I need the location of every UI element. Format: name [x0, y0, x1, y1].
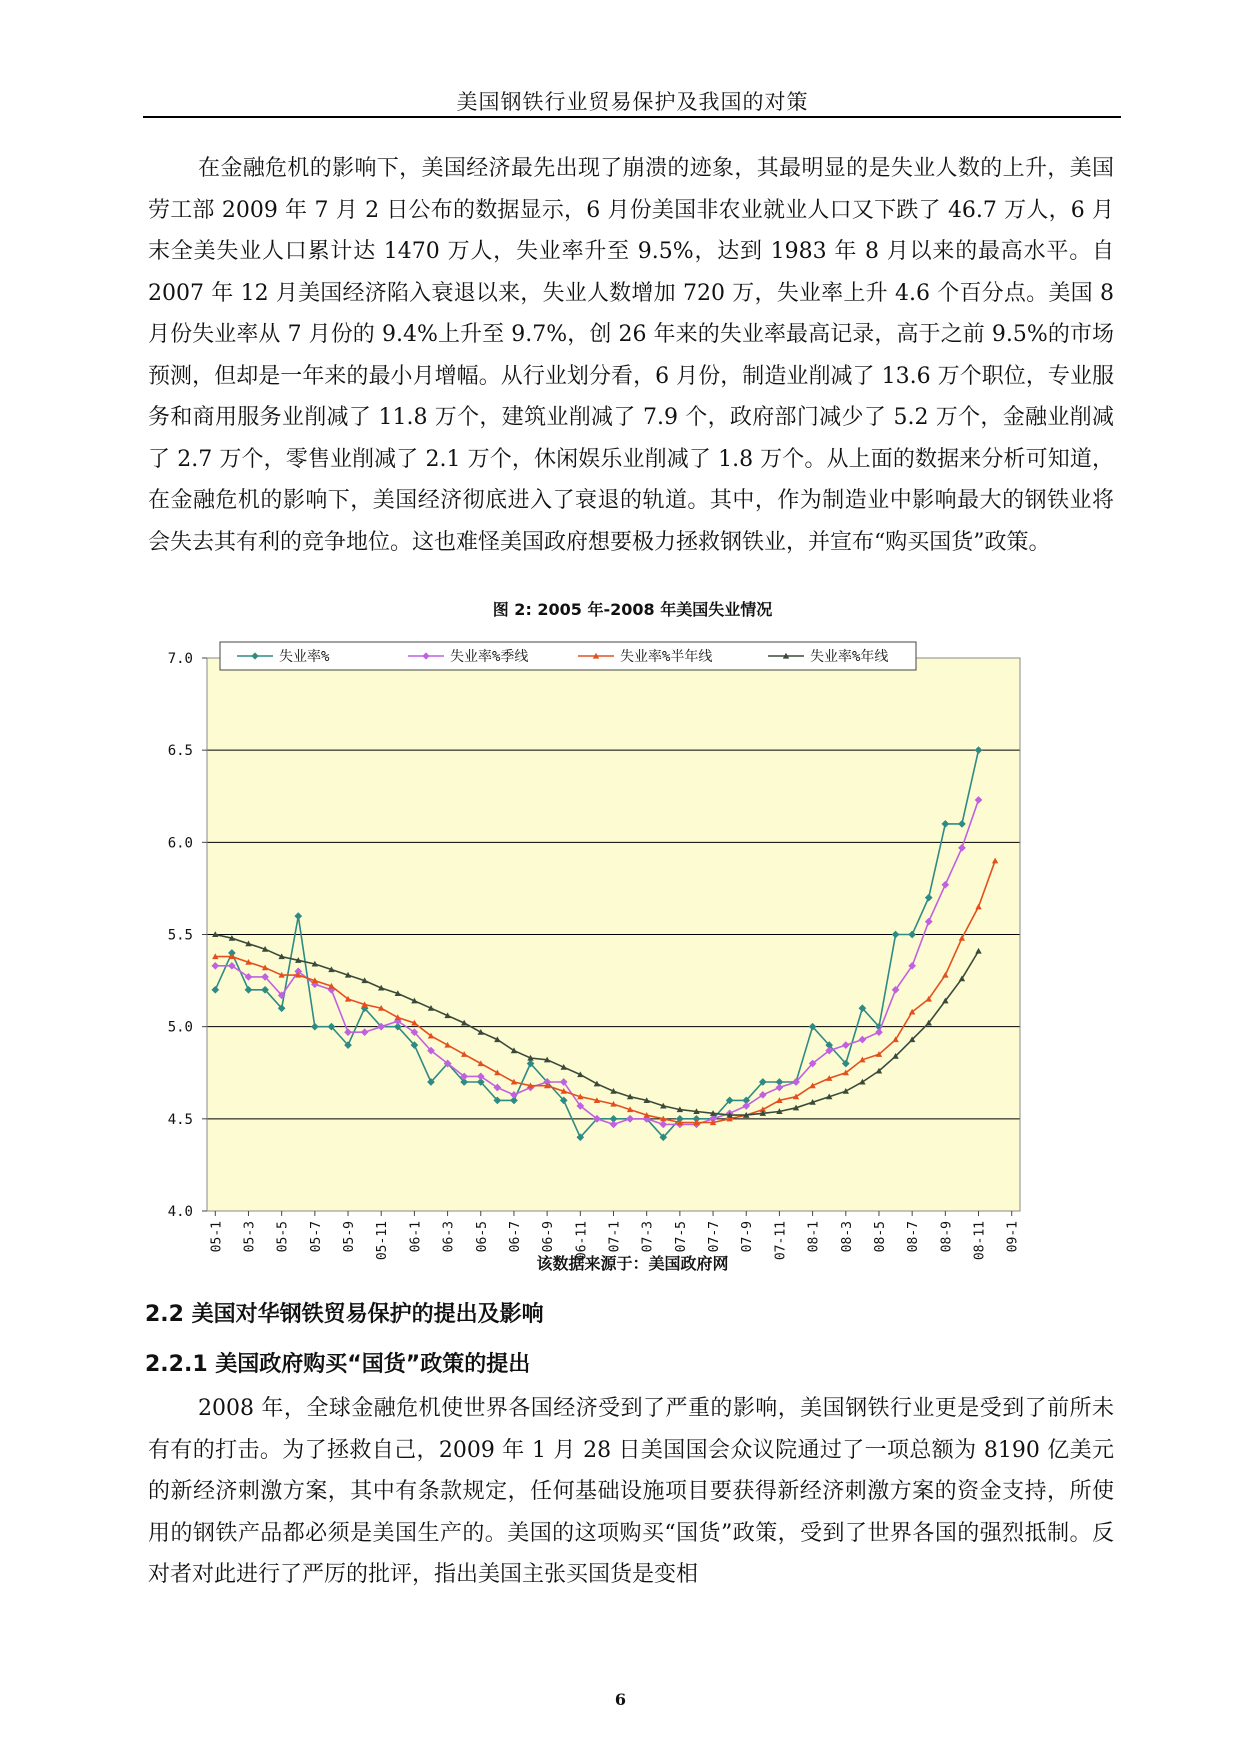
x-tick-label: 06-3	[441, 1221, 457, 1253]
x-tick-label: 06-7	[507, 1221, 523, 1253]
section-heading-2-2-1: 2.2.1 美国政府购买“国货”政策的提出	[145, 1352, 531, 1377]
x-tick-label: 07-7	[707, 1221, 723, 1253]
section-heading-2-2: 2.2 美国对华钢铁贸易保护的提出及影响	[145, 1302, 544, 1327]
running-header: 美国钢铁行业贸易保护及我国的对策	[456, 90, 809, 114]
x-tick-label: 05-3	[242, 1221, 258, 1253]
legend-label: 失业率%季线	[450, 649, 529, 665]
page-number: 6	[614, 1690, 627, 1709]
legend	[220, 642, 916, 670]
x-tick-label: 08-11	[972, 1221, 988, 1261]
x-tick-label: 08-3	[839, 1221, 855, 1253]
x-tick-label: 05-11	[375, 1221, 391, 1261]
x-tick-label: 05-7	[308, 1221, 324, 1253]
x-tick-label: 07-3	[640, 1221, 656, 1253]
x-tick-label: 07-5	[673, 1221, 689, 1253]
x-tick-label: 08-9	[939, 1221, 955, 1253]
x-tick-label: 08-1	[806, 1221, 822, 1253]
header-rule	[143, 116, 1121, 118]
x-tick-label: 06-1	[408, 1221, 424, 1253]
y-tick-label: 7.0	[167, 651, 193, 667]
x-tick-label: 06-5	[474, 1221, 490, 1253]
figure-source: 该数据来源于：美国政府网	[536, 1254, 729, 1273]
x-tick-label: 07-9	[740, 1221, 756, 1253]
y-tick-label: 6.5	[167, 743, 193, 760]
x-tick-label: 07-1	[607, 1221, 623, 1253]
x-tick-label: 05-5	[275, 1221, 291, 1253]
body-paragraph-2: 2008 年，全球金融危机使世界各国经济受到了严重的影响，美国钢铁行业更是受到了前所未有有的打击。为了拯救自己，2009 年 1 月 28 日美国国会众议院通过了一项总额为 8190 亿美元的新经济刺激方案，其中有条款规定，任何基础设施项目要获得新经济刺激方案的资金支持，所使用的钢铁产品都必须是美国生产的。美国的这项购买“国货”政策，受到了世界各国的强烈抵制。反对者对此进行了严厉的批评，指出美国主张买国货是变相	[148, 1396, 1114, 1587]
legend-label: 失业率%	[279, 649, 330, 665]
x-tick-label: 08-7	[906, 1221, 922, 1253]
figure-caption: 图 2: 2005 年-2008 年美国失业情况	[492, 600, 773, 619]
unemployment-line-chart	[140, 630, 1100, 1261]
y-tick-label: 5.0	[167, 1019, 193, 1036]
y-tick-label: 4.0	[167, 1204, 193, 1220]
x-tick-label: 05-1	[209, 1221, 225, 1253]
x-tick-label: 06-11	[574, 1221, 590, 1261]
x-tick-label: 06-9	[541, 1221, 557, 1253]
x-tick-label: 08-5	[872, 1221, 888, 1253]
x-tick-label: 07-11	[773, 1221, 789, 1261]
x-tick-label: 05-9	[342, 1221, 358, 1253]
y-tick-label: 5.5	[167, 927, 193, 944]
y-tick-label: 4.5	[167, 1111, 193, 1128]
y-tick-label: 6.0	[167, 835, 193, 852]
x-tick-label: 09-1	[1005, 1221, 1021, 1253]
legend-label: 失业率%半年线	[620, 649, 713, 665]
body-paragraph-1: 在金融危机的影响下，美国经济最先出现了崩溃的迹象，其最明显的是失业人数的上升，美国劳工部 2009 年 7 月 2 日公布的数据显示，6 月份美国非农业就业人口又下跌了 46.7 万人，6 月末全美失业人口累计达 1470 万人，失业率升至 9.5%，达到 1983 年 8 月以来的最高水平。自 2007 年 12 月美国经济陷入衰退以来，失业人数增加 720 万，失业率上升 4.6 个百分点。美国 8 月份失业率从 7 月份的 9.4%上升至 9.7%，创 26 年来的失业率最高记录，高于之前 9.5%的市场预测，但却是一年来的最小月增幅。从行业划分看，6 月份，制造业削减了 13.6 万个职位，专业服务和商用服务业削减了 11.8 万个，建筑业削减了 7.9 个，政府部门减少了 5.2 万个，金融业削减了 2.7 万个，零售业削减了 2.1 万个，休闲娱乐业削减了 1.8 万个。从上面的数据来分析可知道，在金融危机的影响下，美国经济彻底进入了衰退的轨道。其中，作为制造业中影响最大的钢铁业将会失去其有利的竞争地位。这也难怪美国政府想要极力拯救钢铁业，并宣布“购买国货”政策。	[148, 156, 1114, 555]
legend-label: 失业率%年线	[810, 649, 889, 665]
